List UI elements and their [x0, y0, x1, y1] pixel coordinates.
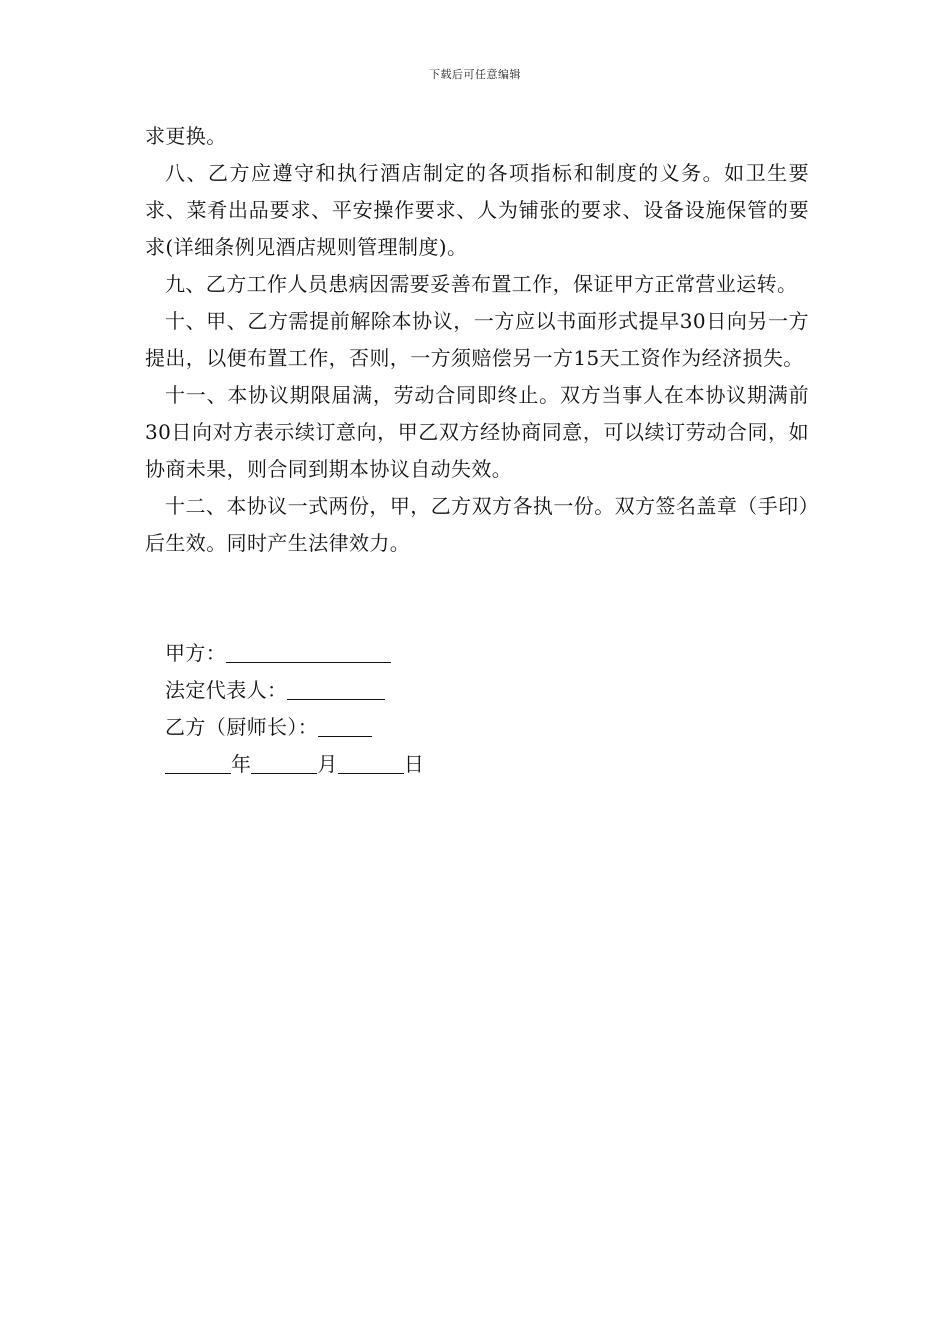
clause-8: 八、乙方应遵守和执行酒店制定的各项指标和制度的义务。如卫生要求、菜肴出品要求、平安操作要求、人为铺张的要求、设备设施保管的要求(详细条例见酒店规则管理制度)。 — [145, 161, 809, 259]
document-body — [145, 118, 809, 562]
clause-12: 十二、本协议一式两份，甲，乙方双方各执一份。双方签名盖章（手印）后生效。同时产生法律效力。 — [145, 494, 809, 555]
party-b-label: 乙方（厨师长）： — [165, 715, 319, 739]
month-blank[interactable] — [251, 751, 317, 774]
date-line — [165, 746, 424, 783]
clause-11: 十一、本协议期限届满，劳动合同即终止。双方当事人在本协议期满前30日向对方表示续订意向，甲乙双方经协商同意，可以续订劳动合同，如协商未果，则合同到期本协议自动失效。 — [145, 383, 809, 481]
page-header: 下载后可任意编辑 — [429, 68, 521, 81]
month-label: 月 — [317, 752, 338, 776]
party-a-line — [165, 635, 424, 672]
year-blank[interactable] — [165, 751, 231, 774]
party-b-blank[interactable] — [318, 714, 372, 737]
day-label: 日 — [403, 752, 425, 776]
clause-10: 十、甲、乙方需提前解除本协议，一方应以书面形式提早30日向另一方提出，以便布置工作，否则，一方须赔偿另一方15天工资作为经济损失。 — [145, 309, 809, 370]
year-label: 年 — [231, 752, 252, 776]
paragraph-continuation: 求更换。 — [145, 124, 227, 148]
signature-block — [165, 635, 424, 783]
clause-9: 九、乙方工作人员患病因需要妥善布置工作，保证甲方正常营业运转。 — [165, 272, 798, 296]
legal-rep-blank[interactable] — [287, 677, 385, 700]
legal-rep-line — [165, 672, 424, 709]
legal-rep-label: 法定代表人： — [165, 678, 288, 702]
day-blank[interactable] — [338, 751, 404, 774]
party-a-label: 甲方： — [165, 641, 227, 665]
party-b-line — [165, 709, 424, 746]
party-a-blank[interactable] — [226, 640, 391, 663]
